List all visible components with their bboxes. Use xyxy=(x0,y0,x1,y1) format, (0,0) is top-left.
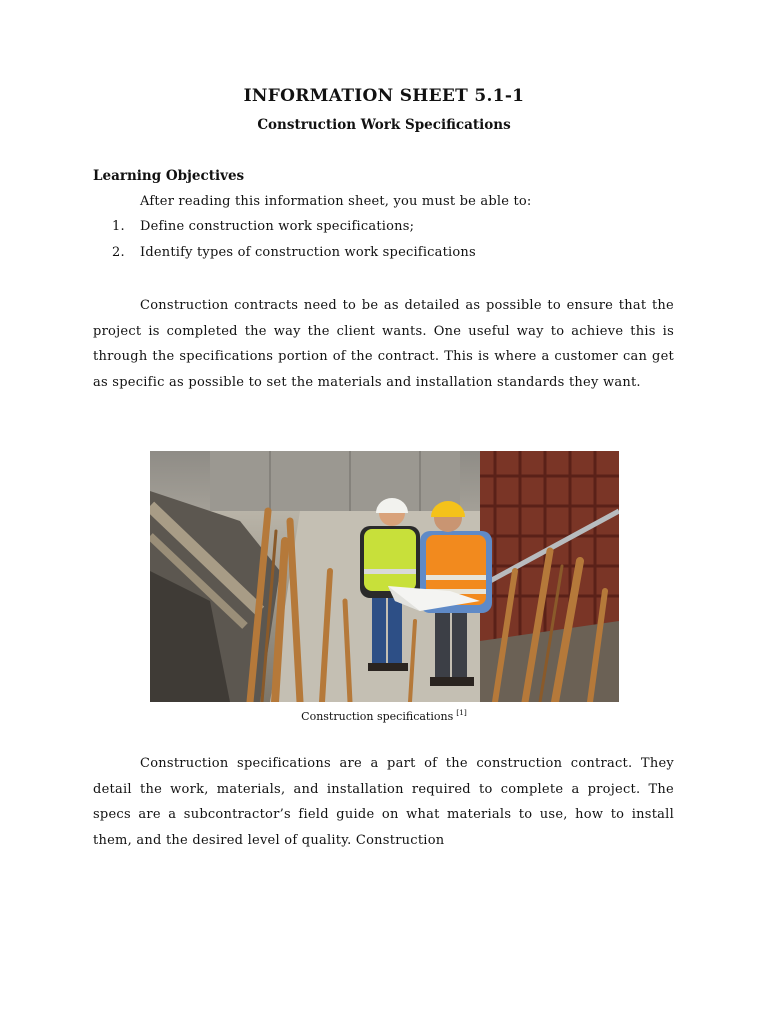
list-item-number: 2. xyxy=(112,244,125,260)
objectives-heading: Learning Objectives xyxy=(93,168,245,184)
objectives-intro: After reading this information sheet, you must be able to: xyxy=(140,194,532,209)
caption-text: Construction specifications xyxy=(301,710,454,723)
list-item-text: Identify types of construction work specifications xyxy=(140,244,476,260)
page-subtitle: Construction Work Specifications xyxy=(257,117,511,133)
body-paragraph-2: Construction specifications are a part of the construction contract. They detail the work, materials, and installation required to complete a project. The specs are a subcontractor’s field guide on what materials to use, how to install them, and the desired level of quality. Construction xyxy=(93,756,674,849)
caption-reference: [1] xyxy=(456,708,467,717)
construction-photo xyxy=(150,451,619,702)
page-title: INFORMATION SHEET 5.1-1 xyxy=(243,86,525,106)
list-item-text: Define construction work specifications; xyxy=(140,219,415,234)
list-item xyxy=(112,245,476,271)
body-paragraph-1: Construction contracts need to be as detailed as possible to ensure that the project is completed the way the client wants. One useful way to achieve this is through the specifications portion of the contract. This is where a customer can get as specific as possible to set the materials and installation standards they want. xyxy=(93,298,674,391)
figure-caption xyxy=(0,708,768,723)
list-item xyxy=(112,219,476,245)
objectives-list xyxy=(112,219,476,270)
list-item-number: 1. xyxy=(112,219,125,234)
